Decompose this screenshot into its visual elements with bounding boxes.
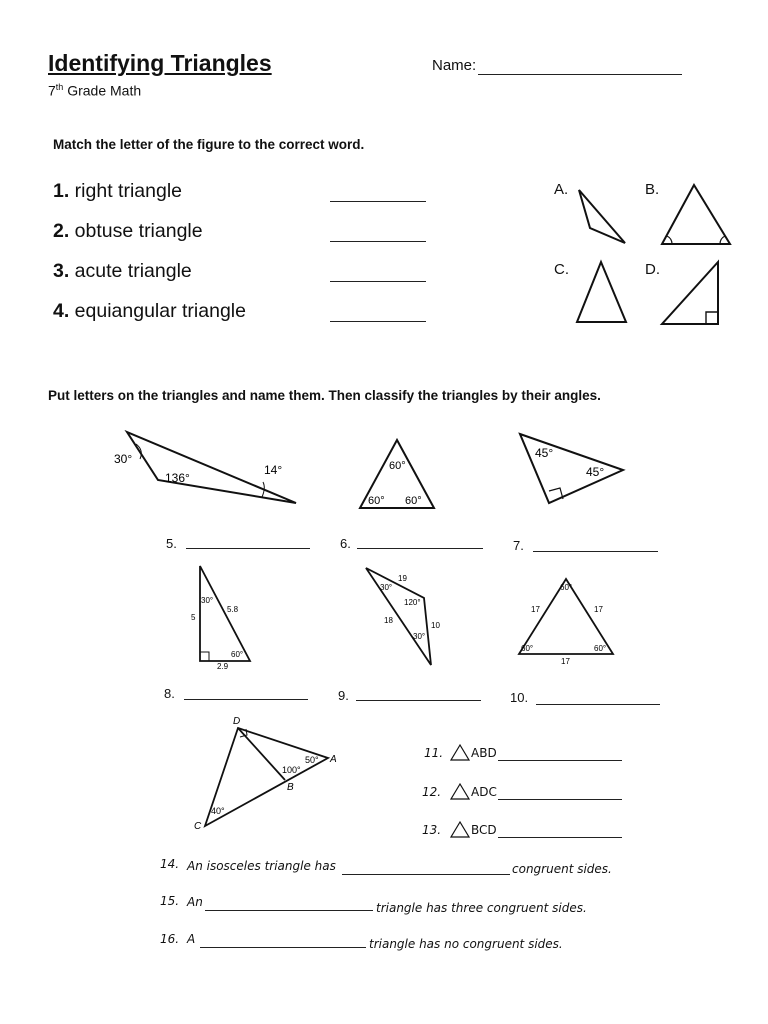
figure-9-obtuse-triangle bbox=[366, 568, 440, 665]
question-14-number: 14. bbox=[160, 857, 180, 871]
figure-11-vertex-d: D bbox=[233, 716, 241, 727]
figure-11-angle-label: 50° bbox=[305, 755, 319, 765]
question-15-number: 15. bbox=[160, 894, 180, 908]
name-label: Name: bbox=[432, 57, 477, 74]
figure-9-label: 10 bbox=[431, 621, 440, 630]
question-14-text-a: An isosceles triangle has bbox=[187, 859, 336, 873]
grade-number: 7 bbox=[48, 82, 56, 99]
grade-text: Grade Math bbox=[63, 82, 142, 99]
question-14-answer[interactable] bbox=[342, 874, 510, 875]
figure-10-label: 60° bbox=[521, 644, 534, 653]
figure-letter-d: D. bbox=[645, 261, 660, 278]
figure-letter-a: A. bbox=[554, 181, 569, 198]
figure-10-label: 17 bbox=[561, 657, 570, 666]
question-9-number: 9. bbox=[338, 688, 349, 703]
figure-11-angle-label: 40° bbox=[211, 806, 225, 816]
match-text: acute triangle bbox=[69, 260, 192, 282]
question-11-answer[interactable] bbox=[498, 760, 622, 761]
figure-11-angle-label: 100° bbox=[282, 765, 301, 775]
question-7-number: 7. bbox=[513, 538, 524, 553]
question-16-text-b: triangle has no congruent sides. bbox=[369, 937, 563, 951]
triangle-symbol-icon bbox=[451, 784, 469, 799]
figure-10-label: 60° bbox=[594, 644, 607, 653]
figure-10-label: 17 bbox=[594, 605, 603, 614]
figure-letter-c: C. bbox=[554, 261, 569, 278]
figure-5-angle-label: 30° bbox=[114, 452, 133, 466]
question-16-number: 16. bbox=[160, 932, 180, 946]
figure-8-label: 2.9 bbox=[217, 662, 229, 671]
triangle-symbol-icon bbox=[451, 822, 469, 837]
figure-5-angle-label: 14° bbox=[264, 463, 283, 477]
question-11-name: ABD bbox=[471, 746, 497, 760]
grade-suffix-sup: th bbox=[55, 82, 64, 92]
figure-10-label: 60° bbox=[560, 583, 573, 592]
section2-instruction: Put letters on the triangles and name them. Then classify the triangles by their angles. bbox=[48, 388, 601, 403]
question-14-text-b: congruent sides. bbox=[512, 862, 612, 876]
question-15-text-b: triangle has three congruent sides. bbox=[376, 901, 587, 915]
question-15-text-a: An bbox=[187, 895, 203, 909]
match-num: 2. bbox=[53, 220, 70, 242]
question-13-name: BCD bbox=[471, 823, 497, 837]
figure-7-angle-label: 45° bbox=[586, 465, 605, 479]
figure-11-vertex-a: A bbox=[330, 754, 337, 765]
figure-9-label: 30° bbox=[380, 583, 393, 592]
figure-8-label: 60° bbox=[231, 650, 244, 659]
figure-8-label: 5.8 bbox=[227, 605, 239, 614]
figure-7-right-triangle bbox=[520, 434, 623, 503]
question-10-answer[interactable] bbox=[536, 704, 660, 705]
question-16-text-a: A bbox=[187, 932, 196, 946]
figure-9-label: 120° bbox=[404, 598, 421, 607]
figure-8-right-triangle bbox=[191, 566, 250, 671]
section1-instruction: Match the letter of the figure to the correct word. bbox=[53, 137, 365, 152]
figure-11-13-triangle-diagram bbox=[194, 716, 337, 832]
figure-letter-b: B. bbox=[645, 181, 660, 198]
question-6-answer[interactable] bbox=[357, 548, 483, 549]
question-9-answer[interactable] bbox=[356, 700, 481, 701]
figure-6-angle-label: 60° bbox=[405, 495, 422, 507]
match-num: 3. bbox=[53, 260, 70, 282]
figure-9-label: 30° bbox=[413, 632, 426, 641]
question-13-answer[interactable] bbox=[498, 837, 622, 838]
question-5-number: 5. bbox=[166, 536, 177, 551]
question-8-number: 8. bbox=[164, 686, 175, 701]
figure-9-label: 18 bbox=[384, 616, 393, 625]
question-7-answer[interactable] bbox=[533, 551, 658, 552]
question-10-number: 10. bbox=[510, 690, 529, 705]
match-num: 4. bbox=[53, 300, 70, 322]
figure-10-equilateral-triangle bbox=[519, 579, 613, 666]
figure-10-label: 17 bbox=[531, 605, 540, 614]
match-text: equiangular triangle bbox=[69, 300, 246, 322]
match-num: 1. bbox=[53, 180, 70, 202]
question-11-number: 11. bbox=[424, 746, 444, 760]
question-13-number: 13. bbox=[422, 823, 442, 837]
question-6-number: 6. bbox=[340, 536, 351, 551]
match-text: obtuse triangle bbox=[69, 220, 203, 242]
figure-11-vertex-b: B bbox=[287, 782, 294, 793]
figure-11-vertex-c: C bbox=[194, 821, 202, 832]
page-title: Identifying Triangles bbox=[48, 50, 272, 76]
figure-5-angle-label: 136° bbox=[165, 471, 190, 485]
question-5-answer[interactable] bbox=[186, 548, 310, 549]
figure-7-angle-label: 45° bbox=[535, 446, 554, 460]
question-16-answer[interactable] bbox=[200, 947, 366, 948]
question-12-name: ADC bbox=[471, 785, 497, 799]
match-text: right triangle bbox=[69, 180, 182, 202]
figure-8-label: 5 bbox=[191, 613, 196, 622]
figure-8-label: 30° bbox=[201, 596, 214, 605]
figure-9-label: 19 bbox=[398, 574, 407, 583]
question-8-answer[interactable] bbox=[184, 699, 308, 700]
triangle-symbol-icon bbox=[451, 745, 469, 760]
figure-6-angle-label: 60° bbox=[368, 495, 385, 507]
question-12-number: 12. bbox=[422, 785, 442, 799]
question-15-answer[interactable] bbox=[205, 910, 373, 911]
figure-6-equiangular-triangle bbox=[360, 440, 434, 508]
question-12-answer[interactable] bbox=[498, 799, 622, 800]
figure-6-angle-label: 60° bbox=[389, 460, 406, 472]
figure-5-obtuse-triangle bbox=[114, 432, 296, 503]
